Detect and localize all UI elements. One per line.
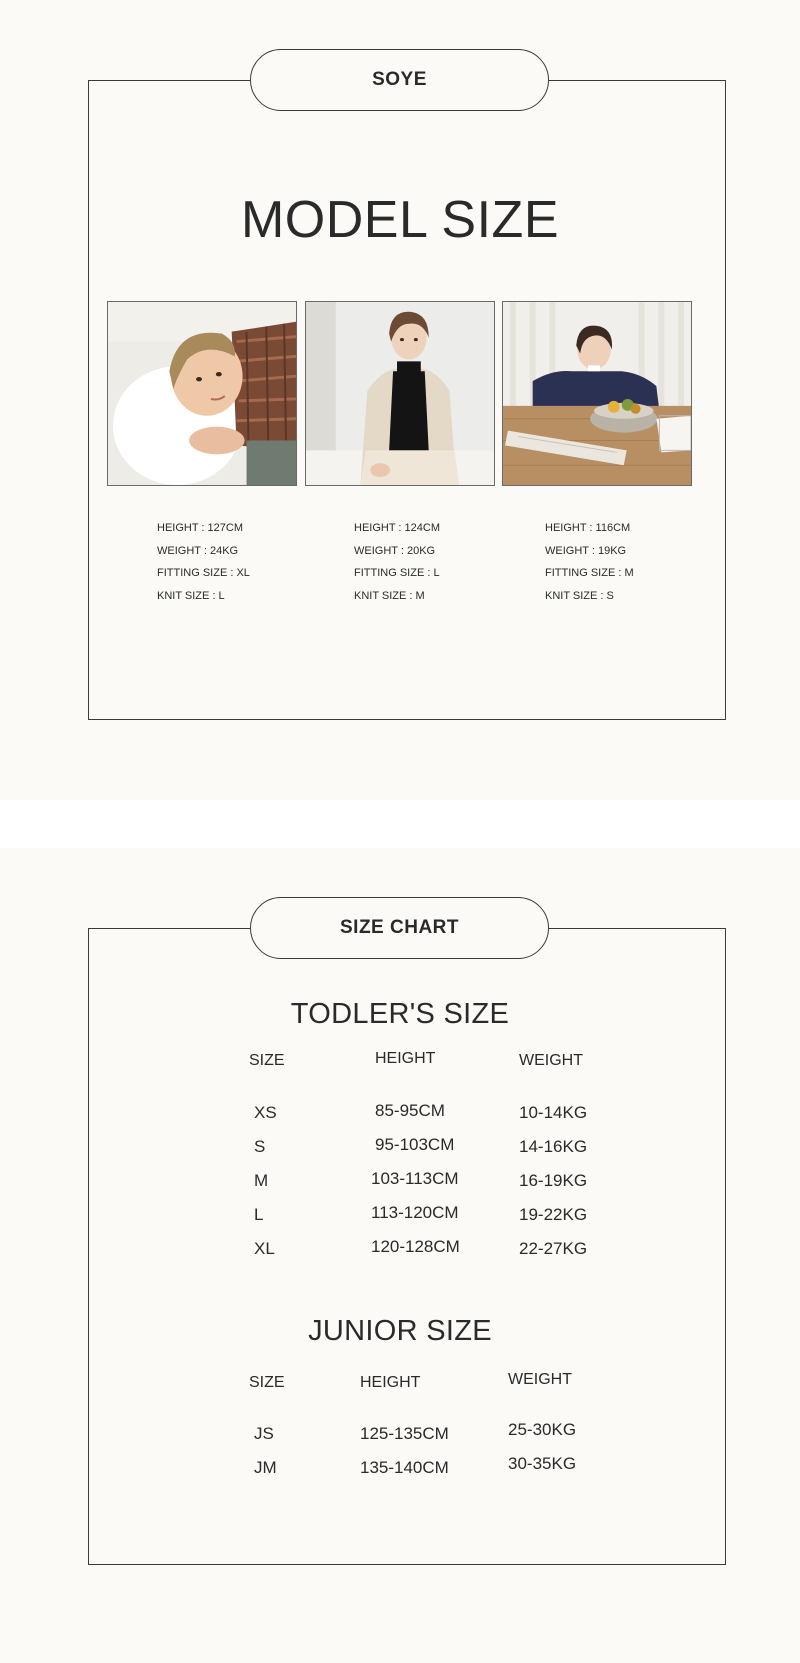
model-weight: WEIGHT : 20KG	[354, 544, 436, 557]
model-photo-3	[502, 301, 692, 486]
model-fitting-size: FITTING SIZE : M	[545, 567, 634, 579]
table-cell: XL	[254, 1239, 275, 1258]
table-cell: 103-113CM	[371, 1169, 459, 1188]
table-cell: JS	[254, 1424, 274, 1443]
table-cell: 125-135CM	[360, 1424, 449, 1443]
junior-size-title: JUNIOR SIZE	[308, 1315, 492, 1347]
table-cell: XS	[254, 1103, 277, 1122]
model-photo-1	[107, 301, 297, 486]
model-knit-size: KNIT SIZE : L	[157, 589, 225, 602]
toddler-header-weight: WEIGHT	[519, 1052, 583, 1069]
toddler-size-title: TODLER'S SIZE	[290, 998, 510, 1030]
junior-header-height: HEIGHT	[360, 1374, 421, 1391]
table-cell: JM	[254, 1458, 277, 1477]
model-weight: WEIGHT : 24KG	[157, 544, 239, 557]
brand-badge: SOYE	[250, 49, 549, 111]
table-cell: 19-22KG	[519, 1205, 588, 1224]
table-cell: 85-95CM	[375, 1101, 445, 1120]
table-cell: 22-27KG	[519, 1239, 588, 1258]
model-knit-size: KNIT SIZE : S	[545, 589, 614, 602]
model-knit-size: KNIT SIZE : M	[354, 589, 425, 602]
table-cell: M	[254, 1171, 269, 1190]
table-cell: 30-35KG	[508, 1454, 577, 1473]
table-cell: 120-128CM	[371, 1237, 460, 1256]
table-cell: S	[254, 1137, 266, 1156]
table-cell: 14-16KG	[519, 1137, 588, 1156]
toddler-header-size: SIZE	[249, 1052, 285, 1069]
model-weight: WEIGHT : 19KG	[545, 544, 627, 557]
table-cell: L	[254, 1205, 264, 1224]
model-stats-2	[354, 517, 440, 607]
junior-header-weight: WEIGHT	[508, 1371, 572, 1388]
junior-header-size: SIZE	[249, 1374, 285, 1391]
table-cell: 135-140CM	[360, 1458, 449, 1477]
table-cell: 16-19KG	[519, 1171, 588, 1190]
model-fitting-size: FITTING SIZE : L	[354, 567, 440, 579]
model-height: HEIGHT : 124CM	[354, 522, 440, 534]
size-chart-panel	[0, 848, 800, 1663]
model-fitting-size: FITTING SIZE : XL	[157, 567, 250, 579]
table-cell: 10-14KG	[519, 1103, 588, 1122]
model-size-panel	[0, 0, 800, 800]
table-cell: 113-120CM	[371, 1203, 459, 1222]
model-stats-3	[545, 517, 634, 607]
size-chart-badge: SIZE CHART	[250, 897, 549, 959]
model-height: HEIGHT : 116CM	[545, 522, 631, 534]
table-cell: 25-30KG	[508, 1420, 577, 1439]
model-size-title: MODEL SIZE	[240, 191, 559, 249]
toddler-header-height: HEIGHT	[375, 1050, 436, 1067]
model-height: HEIGHT : 127CM	[157, 522, 243, 534]
table-cell: 95-103CM	[375, 1135, 455, 1154]
model-photo-2	[305, 301, 495, 486]
model-stats-1	[157, 517, 250, 607]
